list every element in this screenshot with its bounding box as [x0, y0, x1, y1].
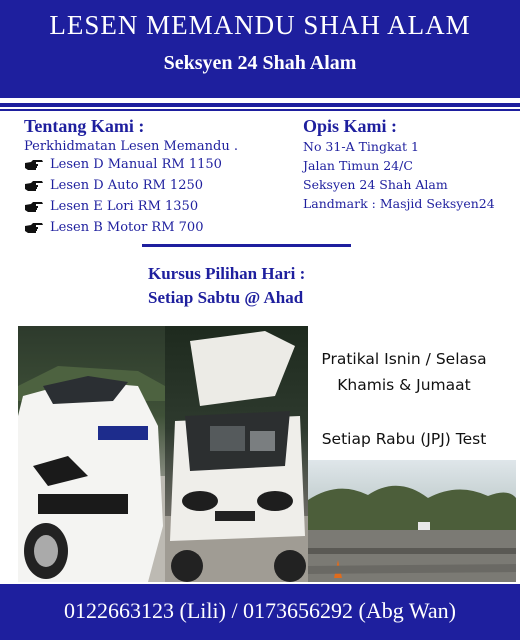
course-days — [148, 262, 305, 310]
office-section — [303, 116, 495, 213]
test-schedule: Setiap Rabu (JPJ) Test — [321, 430, 487, 448]
page-subtitle: Seksyen 24 Shah Alam — [163, 52, 357, 74]
contact-numbers: 0122663123 (Lili) / 0173656292 (Abg Wan) — [64, 598, 456, 623]
service-item — [24, 196, 238, 217]
about-heading: Tentang Kami : — [24, 116, 145, 136]
service-label: Lesen E Lori RM 1350 — [50, 199, 199, 214]
service-item — [24, 154, 238, 175]
practical-days: Pratikal Isnin / Selasa — [321, 350, 487, 368]
practical-days-2: Khamis & Jumaat — [337, 376, 471, 394]
service-label: Lesen D Manual RM 1150 — [50, 157, 222, 172]
page-title: LESEN MEMANDU SHAH ALAM — [49, 10, 471, 40]
practical-schedule — [300, 346, 508, 398]
address-line: Seksyen 24 Shah Alam — [303, 177, 448, 192]
about-intro: Perkhidmatan Lesen Memandu . — [24, 139, 238, 154]
course-days-text: Setiap Sabtu @ Ahad — [148, 288, 304, 307]
divider-line-thin — [0, 109, 520, 111]
divider-line — [0, 103, 520, 107]
test-track-illustration — [308, 460, 516, 582]
header-banner — [0, 0, 520, 98]
white-car-illustration — [18, 326, 165, 582]
service-label: Lesen D Auto RM 1250 — [50, 178, 204, 193]
service-item — [24, 217, 238, 238]
course-heading: Kursus Pilihan Hari : — [148, 264, 306, 283]
test-track-photo — [308, 460, 516, 582]
about-section — [24, 116, 238, 238]
pointing-hand-icon — [24, 159, 44, 171]
car-photo-engine — [165, 326, 308, 582]
service-item — [24, 175, 238, 196]
address-line: No 31-A Tingkat 1 — [303, 139, 419, 154]
pointing-hand-icon — [24, 201, 44, 213]
address-line: Jalan Timun 24/C — [303, 158, 413, 173]
address-line: Landmark : Masjid Seksyen24 — [303, 196, 495, 211]
car-engine-illustration — [165, 326, 308, 582]
car-photo-front — [18, 326, 165, 582]
pointing-hand-icon — [24, 180, 44, 192]
section-divider — [142, 244, 351, 247]
office-heading: Opis Kami : — [303, 116, 398, 136]
contact-footer — [0, 584, 520, 640]
pointing-hand-icon — [24, 222, 44, 234]
service-label: Lesen B Motor RM 700 — [50, 220, 204, 235]
